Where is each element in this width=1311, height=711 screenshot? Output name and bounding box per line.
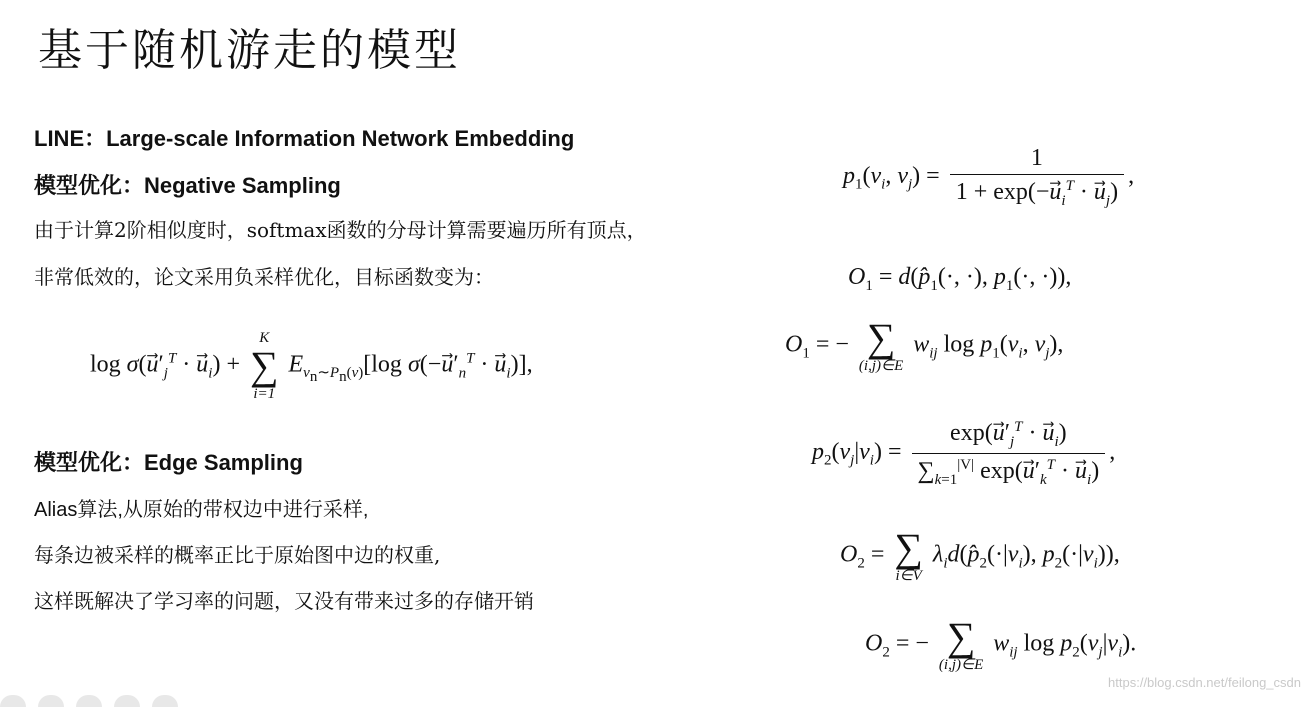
- first-order-probability-formula: $p_1(v_i$, $v_j$) = $\frac{1}{1 + \exp(-u_i^T \cdot u_j)}$ ,: [843, 145, 1135, 209]
- first-order-objective-formula: $O_1$ = $d(p̂_1(\cdot$, ·), $p_1(\cdot$, ·)),: [848, 264, 1072, 294]
- paragraph-1-line-1: 由于计算2阶相似度时，softmax函数的分母计算需要遍历所有顶点，: [34, 218, 647, 242]
- second-order-loss-formula: $O_2$ = − ∑ (i,j)∈E $w_{ij}$ $\log p_2(v_j|v_i)$.: [865, 614, 1137, 673]
- paragraph-2-line-3: 这样既解决了学习率的问题，又没有带来过多的存储开销: [34, 589, 534, 613]
- first-order-loss-formula: $O_1$ = − ∑ (i,j)∈E $w_{ij}$ $\log p_1(v_i$, $v_j$),: [785, 315, 1064, 374]
- slide-nav-decoration: [0, 692, 230, 698]
- sum-operator: ∑ i∈V: [894, 525, 923, 584]
- paragraph-2-line-1: Alias算法,从原始的带权边中进行采样,: [34, 499, 369, 521]
- watermark: https://blog.csdn.net/feilong_csdn: [1108, 675, 1301, 690]
- paragraph-2-line-2: 每条边被采样的概率正比于原始图中边的权重,: [34, 543, 441, 567]
- second-order-objective-formula: $O_2$ = ∑ i∈V $\lambda_id(p̂_2(\cdot|v_i)$, $p_2(\cdot|v_i)$),: [840, 525, 1120, 584]
- edge-sampling-heading: 模型优化：Edge Sampling: [34, 450, 303, 475]
- sum-operator: ∑ (i,j)∈E: [938, 614, 984, 673]
- sum-operator: K ∑ i=1: [249, 330, 279, 402]
- sum-operator: ∑ (i,j)∈E: [858, 315, 904, 374]
- negative-sampling-heading: 模型优化：Negative Sampling: [34, 173, 341, 198]
- negative-sampling-formula: $\log \sigma(u⃗'_j^T \cdot u_i)$ + K ∑ i=1 $E_{v_n\sim P_n(v)}[\log$ $\sigma(-u⃗'_n^T \cdot u_i)$],: [90, 330, 533, 402]
- paragraph-1-line-2: 非常低效的，论文采用负采样优化，目标函数变为：: [34, 265, 494, 289]
- second-order-probability-formula: $p_2(v_j|v_i)$ = $\frac{\exp(u⃗'_j^T \cdot u_i)}{\sum_{k=1}^{|V|} \exp(u⃗'_k^T \cdot u_i)}$ ,: [812, 419, 1116, 488]
- line-heading: LINE：Large-scale Information Network Embedding: [34, 126, 575, 151]
- page-title: 基于随机游走的模型: [38, 25, 461, 76]
